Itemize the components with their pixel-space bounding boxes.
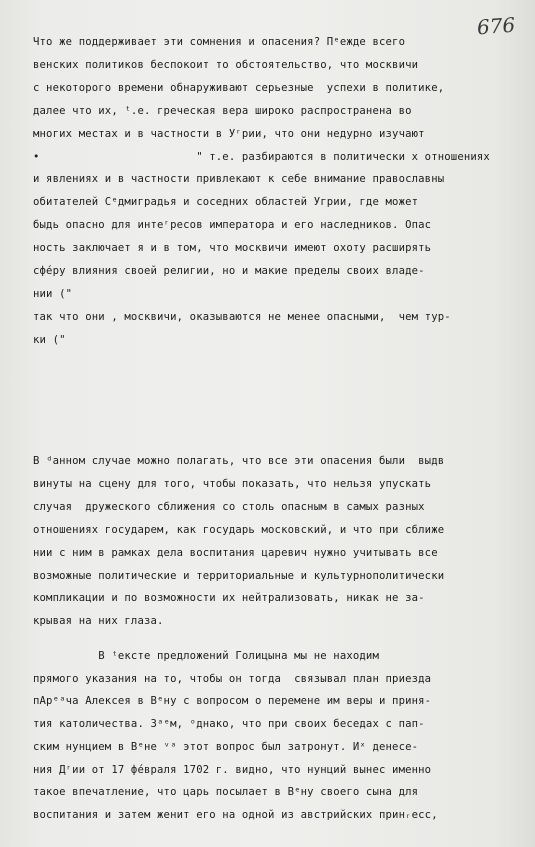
text-line: такое впечатление, что царь посылает в Вᵉну своего сына для <box>33 786 419 799</box>
text-line: ность заключает я и в том, что москвичи имеют охоту расширять <box>33 242 432 255</box>
text-line: В ᵗексте предложений Голицына мы не находим <box>33 650 379 662</box>
text-line: тия католичества. Зᵃᵉм, ᵒднако, что при своих беседах с пап- <box>33 718 425 731</box>
text-line: с некоторого времени обнаруживают серьезные успехи в политике, <box>33 81 445 94</box>
folio-number: 676 <box>476 12 516 40</box>
text-line: отношениях государем, как государь московский, и что при сближе <box>33 523 445 536</box>
text-line: сфéру влияния своей религии, но и макие пределы своих владе- <box>33 265 425 277</box>
text-line: нии с ним в рамках дела воспитания царевич нужно учитывать все <box>33 546 438 559</box>
text-line: • " т.е. разбираются в политически х отношениях <box>33 150 490 163</box>
text-line: компликации и по возможности их нейтрализовать, никак не за- <box>33 592 425 605</box>
text-line: многих местах и в частности в Уʳрии, что они недурно изучают <box>33 127 425 140</box>
text-line: венских политиков беспокоит то обстоятельство, что москвичи <box>33 58 419 71</box>
text-line: винуты на сцену для того, чтобы показать, что нельзя упускать <box>33 477 432 490</box>
text-line: и явлениях и в частности привлекают к себе внимание православны <box>33 173 445 186</box>
text-line: так что они , москвичи, оказываются не менее опасными, чем тур- <box>33 310 451 323</box>
text-line: пАрᵉᵃча Алексея в Вᵉну с вопросом о перемене им веры и приня- <box>33 695 432 708</box>
text-line: В ᵈанном случае можно полагать, что все эти опасения были выдв <box>33 455 445 467</box>
text-line: быдь опасно для интеʳресов императора и его наследников. Опас <box>33 219 432 232</box>
text-line: далее что их, ᵗ.е. греческая вера широко распространена во <box>33 104 412 117</box>
text-line: обитателей Сᵉдмиградья и соседних областей Угрии, где может <box>33 196 419 209</box>
text-line: крывая на них глаза. <box>33 615 164 628</box>
text-line: возможные политические и территориальные и культурнополитически <box>33 569 445 582</box>
text-line: воспитания и затем женит его на одной из австрийских принᵣесс, <box>33 808 438 821</box>
text-line: ки (" <box>33 333 66 346</box>
text-line: ским нунцием в Вᵉне ᵛᵃ этот вопрос был затронут. Иˣ денесе- <box>33 740 419 753</box>
text-line: прямого указания на то, чтобы он тогда связывал план приезда <box>33 672 432 685</box>
text-line: нии (" <box>33 287 73 300</box>
text-line: случая дружеского сближения со столь опасным в самых разных <box>33 500 425 513</box>
text-line: ния Дʳии от 17 фéвраля 1702 г. видно, что нунций вынес именно <box>33 763 432 776</box>
text-line: Что же поддерживает эти сомнения и опасения? Пᵉеждe всего <box>33 36 406 48</box>
